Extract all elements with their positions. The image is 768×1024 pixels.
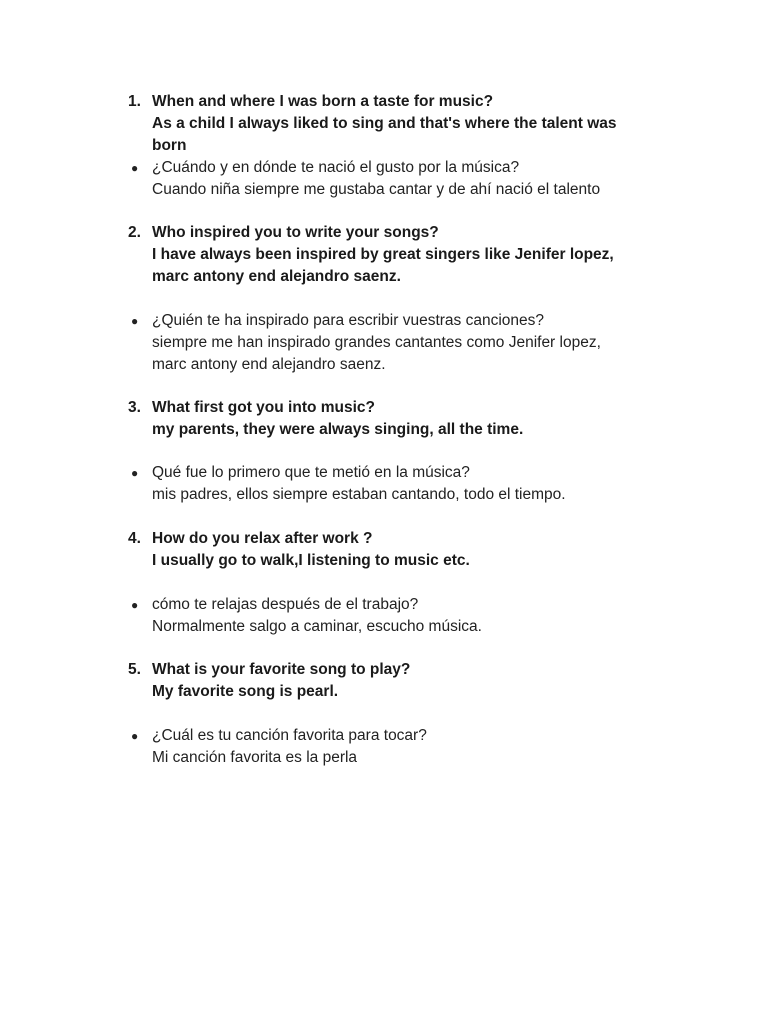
question-line: When and where I was born a taste for music?: [152, 93, 494, 110]
translation-line: siempre me han inspirado grandes cantantes como Jenifer lopez,: [152, 334, 601, 351]
translation-line: Normalmente salgo a caminar, escucho música.: [152, 618, 482, 635]
translation-3: [128, 462, 688, 506]
translation-line: cómo te relajas después de el trabajo?: [152, 596, 419, 613]
qa-block-4: [128, 528, 688, 572]
translation-4: [128, 594, 688, 638]
question-4: [128, 528, 688, 572]
translation-2: [128, 310, 688, 376]
translation-block-2: [128, 310, 688, 376]
bullet-icon: ●: [131, 161, 139, 175]
bullet-icon: ●: [131, 729, 139, 743]
question-number: 1.: [128, 93, 141, 110]
translation-line: Cuando niña siempre me gustaba cantar y de ahí nació el talento: [152, 181, 601, 198]
question-line: What first got you into music?: [152, 399, 376, 416]
answer-line: I have always been inspired by great singers like Jenifer lopez,: [152, 246, 614, 263]
translation-line: ¿Quién te ha inspirado para escribir vuestras canciones?: [152, 312, 545, 329]
question-number: 2.: [128, 224, 141, 241]
bullet-icon: ●: [131, 314, 139, 328]
question-number: 4.: [128, 530, 141, 547]
translation-5: [128, 725, 688, 769]
answer-line: my parents, they were always singing, all the time.: [152, 421, 524, 438]
bullet-icon: ●: [131, 598, 139, 612]
question-2: [128, 222, 688, 288]
translation-line: marc antony end alejandro saenz.: [152, 356, 386, 373]
question-3: [128, 397, 688, 441]
answer-line: As a child I always liked to sing and that's where the talent was: [152, 115, 617, 132]
translation-1: [128, 157, 688, 201]
bullet-icon: ●: [131, 466, 139, 480]
question-line: What is your favorite song to play?: [152, 661, 411, 678]
translation-line: mis padres, ellos siempre estaban cantando, todo el tiempo.: [152, 486, 566, 503]
translation-block-4: [128, 594, 688, 638]
answer-line: born: [152, 137, 187, 154]
qa-block-2: [128, 222, 688, 288]
translation-line: Qué fue lo primero que te metió en la música?: [152, 464, 470, 481]
translation-block-5: [128, 725, 688, 769]
translation-line: Mi canción favorita es la perla: [152, 749, 358, 766]
answer-line: I usually go to walk,I listening to music etc.: [152, 552, 470, 569]
qa-block-3: [128, 397, 688, 441]
question-number: 3.: [128, 399, 141, 416]
answer-line: My favorite song is pearl.: [152, 683, 339, 700]
translation-line: ¿Cuándo y en dónde te nació el gusto por la música?: [152, 159, 520, 176]
question-5: [128, 659, 688, 703]
qa-block-1: [128, 91, 688, 201]
question-line: Who inspired you to write your songs?: [152, 224, 439, 241]
translation-block-3: [128, 462, 688, 506]
question-1: [128, 91, 688, 157]
qa-block-5: [128, 659, 688, 703]
question-line: How do you relax after work ?: [152, 530, 373, 547]
question-number: 5.: [128, 661, 141, 678]
answer-line: marc antony end alejandro saenz.: [152, 268, 401, 285]
translation-line: ¿Cuál es tu canción favorita para tocar?: [152, 727, 427, 744]
